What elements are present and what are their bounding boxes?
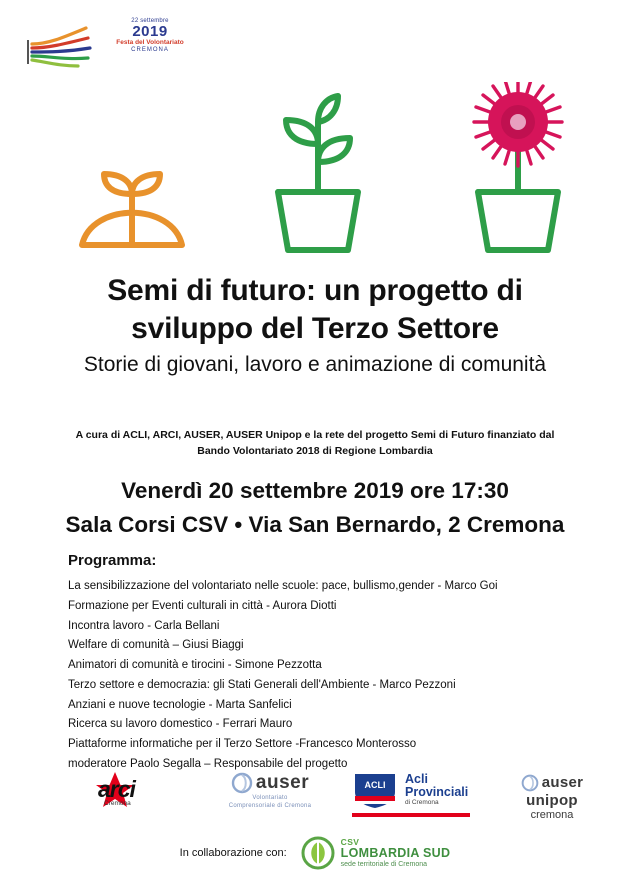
list-item: Anziani e nuove tecnologie - Marta Sanfelici bbox=[68, 698, 292, 711]
programma-section bbox=[68, 552, 588, 775]
acli-logo bbox=[352, 770, 480, 817]
auser-swirl-icon bbox=[231, 772, 253, 794]
poster-title-line-2: sviluppo del Terzo Settore bbox=[131, 312, 499, 346]
event-venue: Sala Corsi CSV • Via San Bernardo, 2 Cremona bbox=[65, 511, 565, 537]
potted-seedling-icon bbox=[278, 96, 358, 250]
credits-line-1: A cura di ACLI, ARCI, AUSER, AUSER Unipop e la rete del progetto Semi di Futuro finanziato dal bbox=[75, 429, 555, 441]
potted-flower-icon bbox=[474, 82, 562, 250]
arci-wordmark: arci bbox=[98, 776, 135, 802]
auser-volontariato-logo bbox=[205, 772, 335, 810]
poster-credits bbox=[0, 428, 630, 460]
auser-unipop-line-3: cremona bbox=[530, 809, 574, 822]
gerbera-flower bbox=[474, 82, 562, 166]
list-item: Welfare di comunità – Giusi Biaggi bbox=[68, 639, 244, 652]
list-item: Terzo settore e democrazia: gli Stati Generali dell'Ambiente - Marco Pezzoni bbox=[68, 678, 456, 691]
acli-shield-icon bbox=[352, 770, 398, 810]
credits-line-2: Bando Volontariato 2018 di Regione Lombardia bbox=[197, 444, 433, 457]
list-item: Formazione per Eventi culturali in città - Aurora Diotti bbox=[68, 599, 337, 612]
event-when-where bbox=[0, 474, 630, 542]
csv-logo bbox=[301, 836, 451, 870]
auser-unipop-swirl-icon bbox=[521, 774, 539, 792]
poster-subtitle: Storie di giovani, lavoro e animazione di comunità bbox=[83, 352, 547, 376]
csv-leaf-icon bbox=[301, 836, 335, 870]
poster-title-block bbox=[0, 272, 630, 379]
festa-logo-date: 22 settembre bbox=[131, 18, 169, 24]
programma-heading: Programma: bbox=[68, 552, 157, 569]
collaboration-section bbox=[0, 836, 630, 870]
list-item: Ricerca su lavoro domestico - Ferrari Mauro bbox=[68, 718, 293, 731]
auser-wordmark: auser bbox=[255, 772, 310, 793]
sprout-mound-icon bbox=[82, 174, 182, 245]
auser-sub-line-2: Comprensoriale di Cremona bbox=[228, 803, 312, 810]
plants-illustration bbox=[0, 82, 630, 262]
programma-list bbox=[68, 577, 588, 775]
csv-line-1: CSV bbox=[340, 836, 360, 847]
arci-city-label: Cremona bbox=[104, 800, 131, 807]
festa-logo-year: 2019 bbox=[132, 23, 168, 41]
csv-line-2: LOMBARDIA SUD bbox=[340, 846, 451, 861]
festa-volontariato-logo bbox=[26, 14, 196, 76]
acli-line-3: di Cremona bbox=[405, 799, 439, 807]
list-item: moderatore Paolo Segalla – Responsabile del progetto bbox=[68, 757, 348, 770]
auser-sub-line-1: Volontariato bbox=[252, 795, 288, 801]
csv-line-3: sede territoriale di Cremona bbox=[340, 860, 428, 868]
list-item: Piattaforme informatiche per il Terzo Settore -Francesco Monterosso bbox=[68, 738, 417, 751]
festa-logo-mark bbox=[26, 14, 106, 70]
festa-logo-text bbox=[104, 18, 196, 53]
festa-logo-line2: CREMONA bbox=[131, 46, 169, 53]
arci-logo bbox=[62, 770, 167, 814]
sponsor-logos bbox=[0, 768, 630, 824]
poster-title-line-1: Semi di futuro: un progetto di bbox=[107, 274, 523, 307]
acli-line-2: Provinciali bbox=[405, 785, 469, 800]
list-item: La sensibilizzazione del volontariato nelle scuole: pace, bullismo,gender - Marco Goi bbox=[68, 580, 498, 592]
festa-logo-line1: Festa del Volontariato bbox=[116, 39, 184, 47]
auser-unipop-wordmark: auser bbox=[541, 774, 584, 792]
list-item: Animatori di comunità e tirocini - Simone Pezzotta bbox=[68, 659, 322, 672]
auser-unipop-line-2: unipop bbox=[526, 792, 578, 809]
svg-text:ACLI: ACLI bbox=[364, 780, 386, 790]
acli-wordmark: Acli bbox=[405, 771, 428, 786]
auser-unipop-logo bbox=[492, 774, 612, 822]
plants-svg bbox=[0, 82, 630, 262]
event-datetime: Venerdì 20 settembre 2019 ore 17:30 bbox=[121, 478, 509, 503]
list-item: Incontra lavoro - Carla Bellani bbox=[68, 619, 220, 632]
acli-red-rule bbox=[352, 813, 470, 817]
collaboration-label: In collaborazione con: bbox=[179, 847, 287, 859]
